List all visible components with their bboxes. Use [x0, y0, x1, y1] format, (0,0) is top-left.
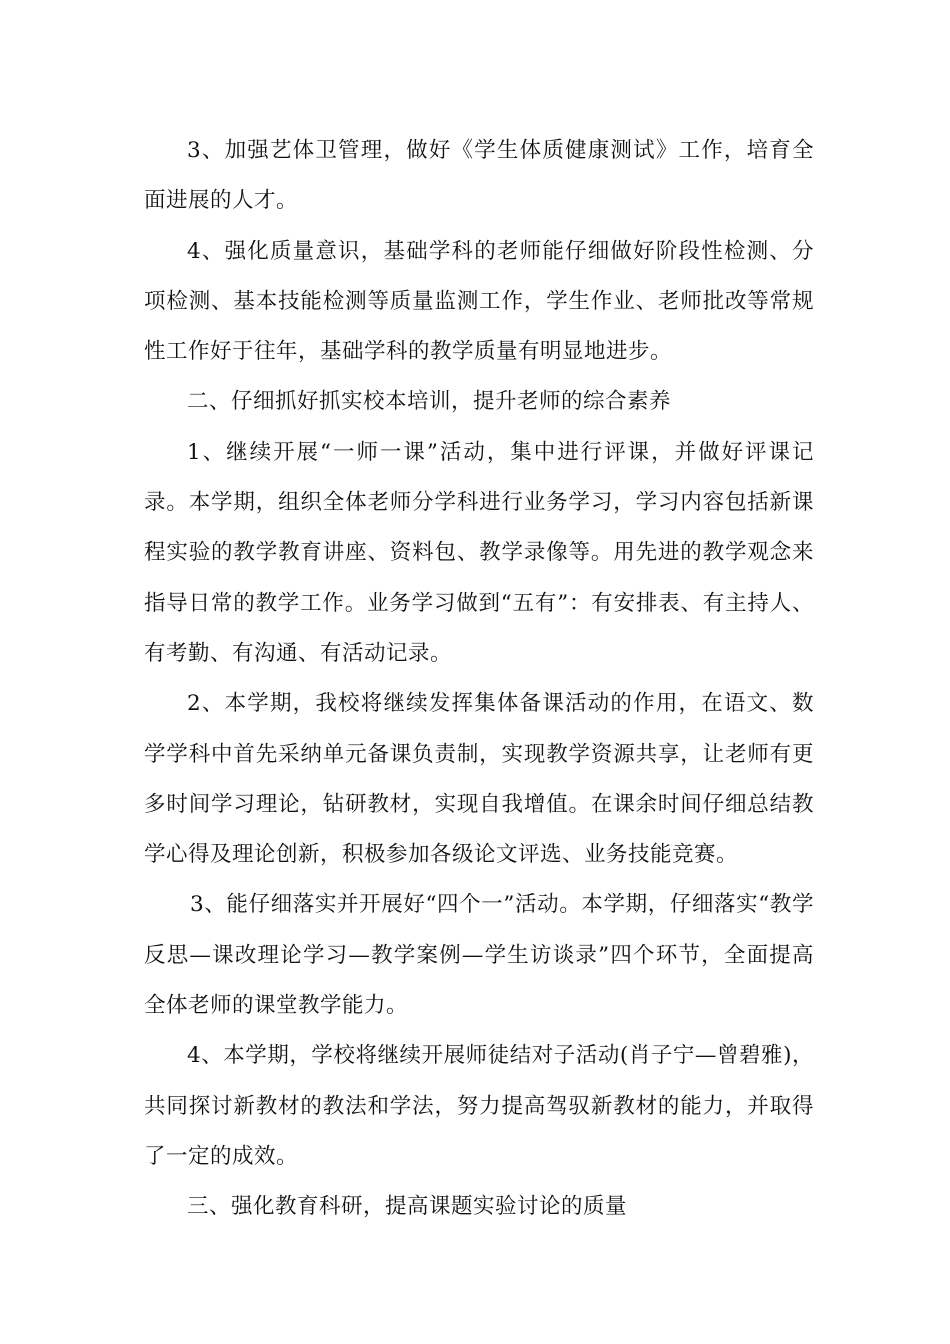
paragraph-item-2-lesson-prep: 2、本学期，我校将继续发挥集体备课活动的作用，在语文、数学学科中首先采纳单元备课负责制，实现教学资源共享，让老师有更多时间学习理论，钻研教材，实现自我增值。在课余时间仔细总结教学心得及理论创新，积极参加各级论文评选、业务技能竞赛。: [144, 691, 814, 868]
paragraph-item-3-arts-sports: 3、加强艺体卫管理，做好《学生体质健康测试》工作，培育全面进展的人才。: [144, 138, 814, 214]
document-body: [144, 126, 814, 1233]
paragraph-item-4-mentoring: 4、本学期，学校将继续开展师徒结对子活动(肖子宁—曾碧雅)，共同探讨新教材的教法和学法，努力提高驾驭新教材的能力，并取得了一定的成效。: [144, 1043, 814, 1169]
section-heading-2: 二、仔细抓好抓实校本培训，提升老师的综合素养: [187, 389, 672, 415]
section-heading-3: 三、强化教育科研，提高课题实验讨论的质量: [187, 1194, 628, 1220]
paragraph-item-3-four-ones: 3、能仔细落实并开展好“四个一”活动。本学期，仔细落实“教学反思—课改理论学习—教学案例—学生访谈录”四个环节，全面提高全体老师的课堂教学能力。: [144, 892, 814, 1019]
paragraph-item-4-quality: 4、强化质量意识，基础学科的老师能仔细做好阶段性检测、分项检测、基本技能检测等质量监测工作，学生作业、老师批改等常规性工作好于往年，基础学科的教学质量有明显地进步。: [144, 238, 814, 365]
paragraph-item-1-lesson: 1、继续开展“一师一课”活动，集中进行评课，并做好评课记录。本学期，组织全体老师分学科进行业务学习，学习内容包括新课程实验的教学教育讲座、资料包、教学录像等。用先进的教学观念来指导日常的教学工作。业务学习做到“五有”：有安排表、有主持人、有考勤、有沟通、有活动记录。: [144, 439, 814, 666]
